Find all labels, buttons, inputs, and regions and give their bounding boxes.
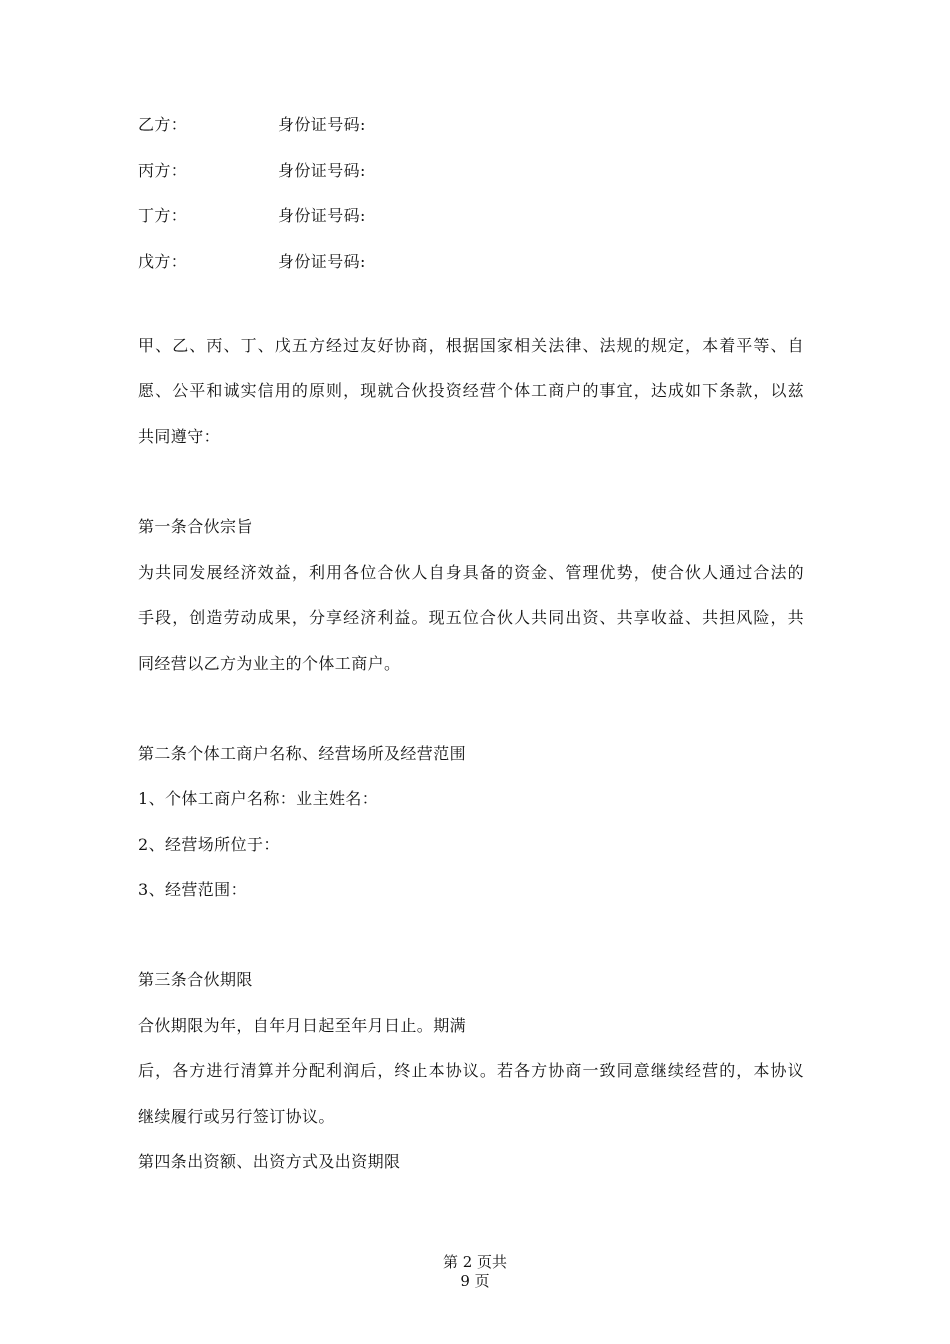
party-row-d [138, 206, 366, 226]
party-label: 戊方： [138, 252, 188, 271]
article-3-line: 后，各方进行清算并分配利润后，终止本协议。若各方协商一致同意继续经营的，本协议 [138, 1061, 804, 1080]
party-row-c [138, 161, 366, 181]
id-number-label: 身份证号码: [278, 115, 366, 134]
article-2-title: 第二条个体工商户名称、经营场所及经营范围 [138, 744, 467, 763]
page-number-line-1: 第 2 页共 [442, 1253, 508, 1271]
preamble-line: 共同遵守： [138, 427, 221, 446]
party-row-b [138, 115, 366, 135]
party-label: 丙方： [138, 161, 188, 180]
preamble-line: 甲、乙、丙、丁、戊五方经过友好协商，根据国家相关法律、法规的规定，本着平等、自 [138, 336, 804, 355]
id-number-label: 身份证号码: [278, 206, 366, 225]
article-1-line: 手段，创造劳动成果，分享经济利益。现五位合伙人共同出资、共享收益、共担风险，共 [138, 608, 804, 627]
article-3-line: 继续履行或另行签订协议。 [138, 1107, 335, 1126]
preamble-line: 愿、公平和诚实信用的原则，现就合伙投资经营个体工商户的事宜，达成如下条款，以兹 [138, 381, 804, 400]
article-4-title: 第四条出资额、出资方式及出资期限 [138, 1152, 401, 1171]
article-1-title: 第一条合伙宗旨 [138, 517, 253, 536]
party-row-e [138, 252, 366, 272]
id-number-label: 身份证号码: [278, 161, 366, 180]
page-number-line-2: 9 页 [460, 1272, 490, 1290]
article-2-item: 2、经营场所位于： [138, 835, 280, 854]
party-label: 丁方： [138, 206, 188, 225]
article-3-line: 合伙期限为年，自年月日起至年月日止。期满 [138, 1016, 467, 1035]
article-1-line: 同经营以乙方为业主的个体工商户。 [138, 654, 401, 673]
party-label: 乙方： [138, 115, 188, 134]
id-number-label: 身份证号码: [278, 252, 366, 271]
article-2-item: 3、经营范围： [138, 880, 247, 899]
article-2-item: 1、个体工商户名称：业主姓名： [138, 789, 379, 808]
article-1-line: 为共同发展经济效益，利用各位合伙人自身具备的资金、管理优势，使合伙人通过合法的 [138, 563, 804, 582]
article-3-title: 第三条合伙期限 [138, 970, 253, 989]
